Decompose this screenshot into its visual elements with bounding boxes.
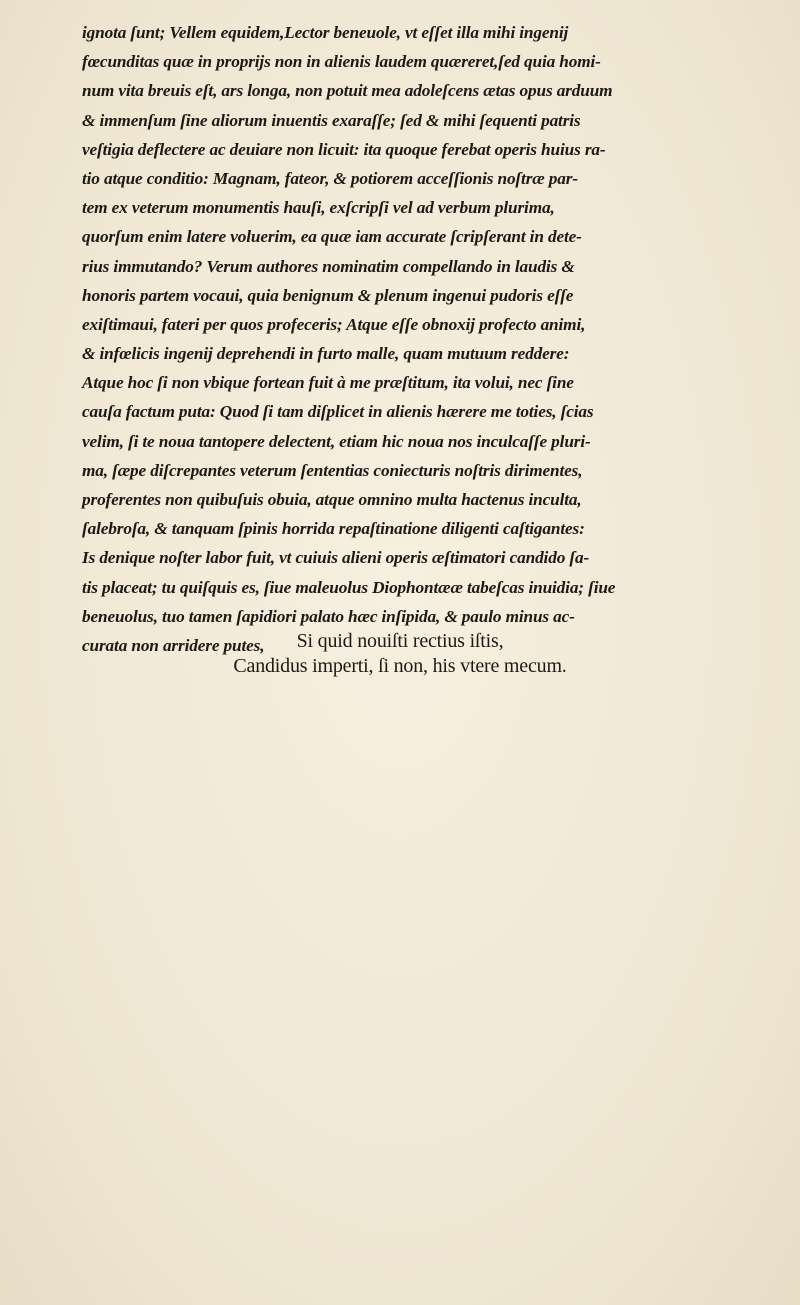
text-line: tio atque conditio: Magnam, fateor, & potiorem acceſſionis noſtræ par- xyxy=(82,168,578,188)
text-line: quorſum enim latere voluerim, ea quæ iam accurate ſcripſerant in dete- xyxy=(82,227,582,247)
text-line: tis placeat; tu quiſquis es, ſiue maleuolus Diophontææ tabeſcas inuidia; ſiue xyxy=(82,577,616,597)
text-line: velim, ſi te noua tantopere delectent, etiam hic noua nos inculcaſſe pluri- xyxy=(82,431,591,451)
text-line: ſalebroſa, & tanquam ſpinis horrida repaſtinatione diligenti caſtigantes: xyxy=(82,519,585,539)
closing-verse-line-1: Si quid nouiſti rectius iſtis, xyxy=(296,630,504,652)
text-line: & immenſum ſine aliorum inuentis exaraſſe; ſed & mihi ſequenti patris xyxy=(82,110,581,130)
text-line: ignota ſunt; Vellem equidem,Lector beneuole, vt eſſet illa mihi ingenij xyxy=(82,23,569,42)
text-line: fœcunditas quæ in proprijs non in alienis laudem quæreret,ſed quia homi- xyxy=(82,52,601,72)
text-line: exiſtimaui, fateri per quos profeceris; Atque eſſe obnoxij profecto animi, xyxy=(82,314,586,334)
text-line: cauſa factum puta: Quod ſi tam diſplicet in alienis hærere me toties, ſcias xyxy=(82,402,594,422)
text-line: Atque hoc ſi non vbique fortean fuit à me præſtitum, ita volui, nec ſine xyxy=(82,373,574,393)
text-line: veſtigia deflectere ac deuiare non licuit: ita quoque ferebat operis huius ra- xyxy=(82,139,606,159)
preface-paragraph xyxy=(82,18,722,660)
text-line: proferentes non quibuſuis obuia, atque omnino multa hactenus inculta, xyxy=(82,490,582,509)
text-line: tem ex veterum monumentis hauſi, exſcripſi vel ad verbum plurima, xyxy=(82,198,555,218)
text-line: & infœlicis ingenij deprehendi in furto malle, quam mutuum reddere: xyxy=(82,344,570,364)
text-line: num vita breuis eſt, ars longa, non potuit mea adoleſcens ætas opus arduum xyxy=(82,81,613,101)
text-line: curata non arridere putes, xyxy=(82,635,265,655)
text-line: rius immutando? Verum authores nominatim compellando in laudis & xyxy=(82,256,575,276)
text-line: Is denique noſter labor fuit, vt cuiuis alieni operis æſtimatori candido ſa- xyxy=(82,548,590,568)
text-line: ma, ſæpe diſcrepantes veterum ſententias coniecturis noſtris dirimentes, xyxy=(82,460,583,480)
text-line: beneuolus, tuo tamen ſapidiori palato hæc inſipida, & paulo minus ac- xyxy=(82,606,575,626)
text-line: honoris partem vocaui, quia benignum & plenum ingenui pudoris eſſe xyxy=(82,285,574,305)
closing-verse-line-2: Candidus imperti, ſi non, his vtere mecum. xyxy=(233,655,567,677)
